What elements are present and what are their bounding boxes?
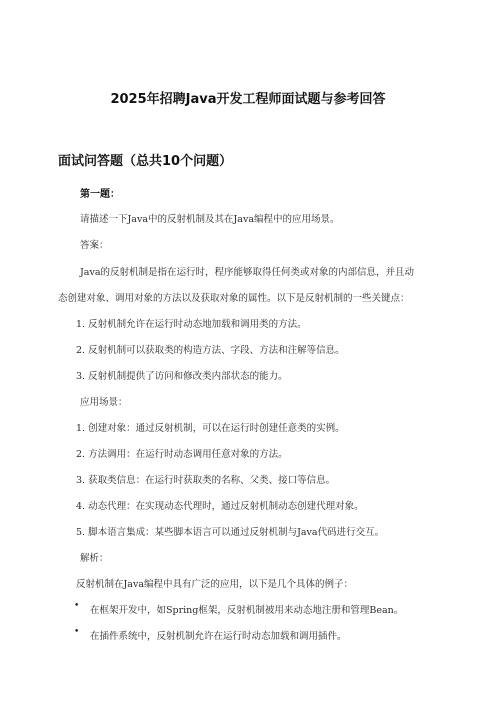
question-label: 第一题： <box>80 189 120 200</box>
bullet-icon: • <box>74 627 80 637</box>
answer-intro-line: Java的反射机制是指在运行时，程序能够取得任何类或对象的内部信息，并且动 <box>80 267 415 278</box>
question-text: 请描述一下Java中的反射机制及其在Java编程中的应用场景。 <box>80 214 340 225</box>
scenario-item: 3. 获取类信息：在运行时获取类的名称、父类、接口等信息。 <box>76 475 336 486</box>
example-item: 在框架开发中，如Spring框架，反射机制被用来动态地注册和管理Bean。 <box>90 605 404 616</box>
key-point-item: 3. 反射机制提供了访问和修改类内部状态的能力。 <box>76 371 288 382</box>
scenarios-label: 应用场景： <box>80 397 128 408</box>
document-title: 2025年招聘Java开发工程师面试题与参考回答 <box>110 92 386 107</box>
analysis-intro: 反射机制在Java编程中具有广泛的应用，以下是几个具体的例子： <box>76 579 354 590</box>
key-point-item: 2. 反射机制可以获取类的构造方法、字段、方法和注解等信息。 <box>76 345 345 356</box>
answer-intro-line: 态创建对象、调用对象的方法以及获取对象的属性。以下是反射机制的一些关键点： <box>58 293 410 304</box>
analysis-label: 解析： <box>80 553 109 564</box>
scenario-item: 4. 动态代理：在实现动态代理时，通过反射机制动态创建代理对象。 <box>76 501 364 512</box>
bullet-icon: • <box>74 601 80 611</box>
key-point-item: 1. 反射机制允许在运行时动态地加载和调用类的方法。 <box>76 319 307 330</box>
section-heading: 面试问答题（总共10个问题） <box>58 154 233 169</box>
scenario-item: 2. 方法调用：在运行时动态调用任意对象的方法。 <box>76 449 288 460</box>
answer-label: 答案： <box>80 240 109 251</box>
scenario-item: 1. 创建对象：通过反射机制，可以在运行时创建任意类的实例。 <box>76 423 345 434</box>
example-item: 在插件系统中，反射机制允许在运行时动态加载和调用插件。 <box>90 631 347 642</box>
scenario-item: 5. 脚本语言集成：某些脚本语言可以通过反射机制与Java代码进行交互。 <box>76 527 385 538</box>
